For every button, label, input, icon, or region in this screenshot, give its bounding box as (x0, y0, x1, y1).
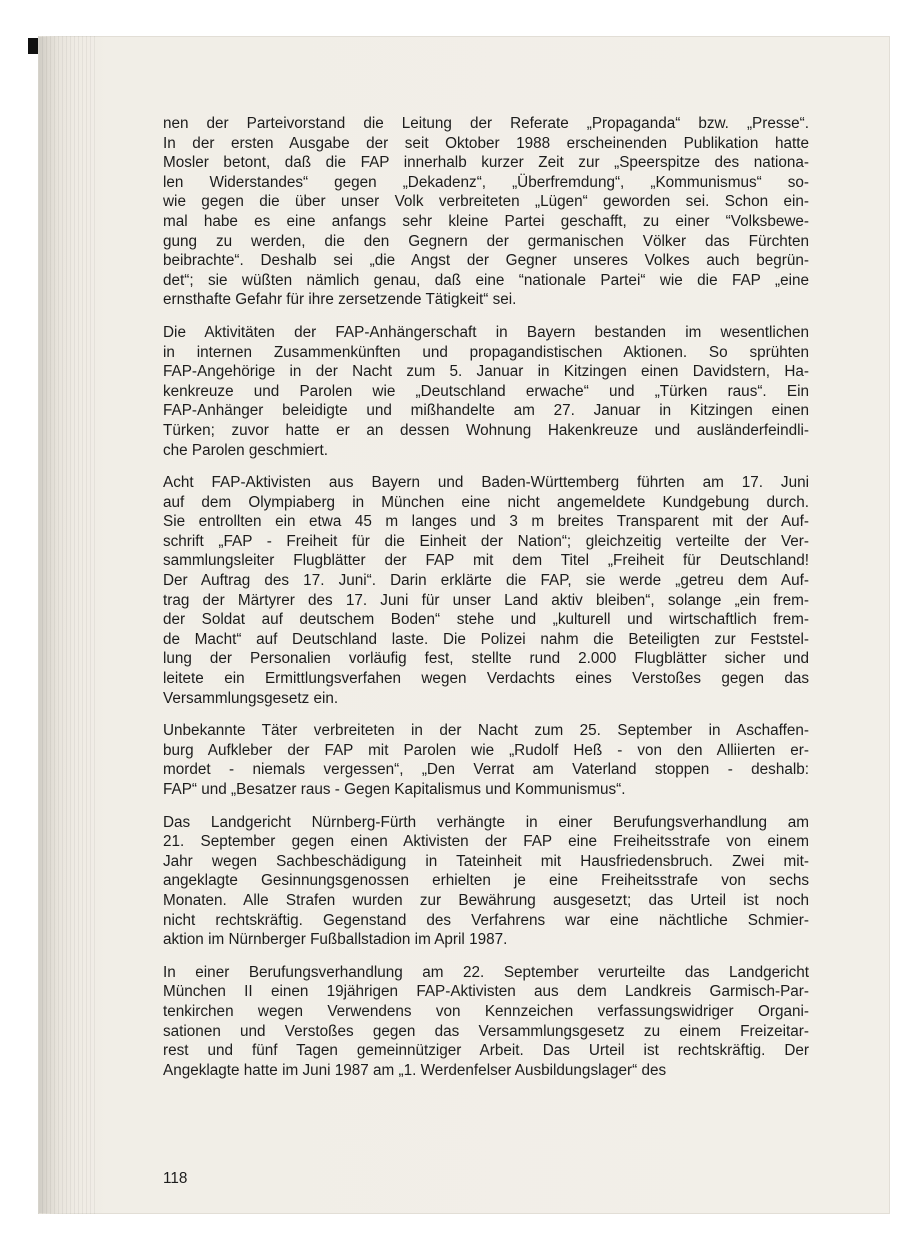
text-line: nen der Parteivorstand die Leitung der Referate „Propaganda“ bzw. „Presse“. (163, 115, 809, 132)
text-line: kenkreuze und Parolen wie „Deutschland erwache“ und „Türken raus“. Ein (163, 382, 809, 400)
text-line: Der Auftrag des 17. Juni“. Darin erklärte die FAP, sie werde „getreu dem Auf- (163, 572, 809, 590)
body-text (163, 114, 809, 1093)
text-line: sammlungsleiter Flugblätter der FAP mit dem Titel „Freiheit für Deutschland! (163, 552, 809, 570)
text-line: Die Aktivitäten der FAP-Anhängerschaft in Bayern bestanden im wesentlichen (163, 323, 809, 341)
paragraph (163, 813, 809, 950)
text-line: tenkirchen wegen Verwendens von Kennzeichen verfassungswidriger Organi- (163, 1002, 809, 1020)
paragraph (163, 323, 809, 460)
text-line: Monaten. Alle Strafen wurden zur Bewährung ausgesetzt; das Urteil ist noch (163, 891, 809, 909)
text-line: Versammlungsgesetz ein. (163, 689, 339, 707)
text-line: auf dem Olympiaberg in München eine nicht angemeldete Kundgebung durch. (163, 493, 809, 511)
text-line: che Parolen geschmiert. (163, 441, 328, 459)
text-line: aktion im Nürnberger Fußballstadion im April 1987. (163, 931, 508, 949)
text-line: FAP-Anhänger beleidigte und mißhandelte am 27. Januar in Kitzingen einen (163, 402, 809, 420)
paragraph (163, 963, 809, 1081)
text-line: trag der Märtyrer des 17. Juni für unser Land aktiv bleiben“, solange „ein frem- (163, 591, 809, 609)
text-line: det“; sie wüßten nämlich genau, daß eine “nationale Partei“ wie die FAP „eine (163, 271, 809, 289)
page-number: 118 (163, 1170, 188, 1187)
text-line: Acht FAP-Aktivisten aus Bayern und Baden-Württemberg führten am 17. Juni (163, 474, 809, 492)
text-line: FAP“ und „Besatzer raus - Gegen Kapitalismus und Kommunismus“. (163, 781, 626, 798)
text-line: Das Landgericht Nürnberg-Fürth verhängte in einer Berufungsverhandlung am (163, 813, 809, 831)
text-line: schrift „FAP - Freiheit für die Einheit der Nation“; gleichzeitig verteilte der Ver- (163, 532, 809, 550)
text-line: angeklagte Gesinnungsgenossen erhielten je eine Freiheitsstrafe von sechs (163, 872, 809, 890)
text-line: 21. September gegen einen Aktivisten der FAP eine Freiheitsstrafe von einem (163, 833, 809, 851)
text-line: nicht rechtskräftig. Gegenstand des Verfahrens war eine nächtliche Schmier- (163, 911, 809, 929)
text-line: len Widerstandes“ gegen „Dekadenz“, „Überfremdung“, „Kommunismus“ so- (163, 173, 809, 191)
text-line: gung zu werden, die den Gegnern der germanischen Völker das Fürchten (163, 232, 809, 250)
paragraph (163, 114, 809, 310)
text-line: Sie entrollten ein etwa 45 m langes und 3 m breites Transparent mit der Auf- (163, 513, 809, 531)
text-line: lung der Personalien vorläufig fest, stellte rund 2.000 Flugblätter sicher und (163, 650, 809, 668)
text-line: in internen Zusammenkünften und propagandistischen Aktionen. So sprühten (163, 343, 809, 361)
text-line: de Macht“ auf Deutschland laste. Die Polizei nahm die Beteiligten zur Feststel- (163, 630, 809, 648)
text-line: burg Aufkleber der FAP mit Parolen wie „Rudolf Heß - von den Alliierten er- (163, 741, 809, 759)
paragraph (163, 721, 809, 799)
text-line: ernsthafte Gefahr für ihre zersetzende Tätigkeit“ sei. (163, 291, 517, 309)
text-line: sationen und Verstoßes gegen das Versammlungsgesetz zu einem Freizeitar- (163, 1022, 809, 1040)
text-line: rest und fünf Tagen gemeinnütziger Arbeit. Das Urteil ist rechtskräftig. Der (163, 1042, 809, 1060)
text-line: der Soldat auf deutschem Boden“ stehe und „kulturell und wirtschaftlich frem- (163, 611, 809, 629)
text-line: Unbekannte Täter verbreiteten in der Nacht zum 25. September in Aschaffen- (163, 722, 809, 740)
text-line: FAP-Angehörige in der Nacht zum 5. Januar in Kitzingen einen Davidstern, Ha- (163, 363, 809, 381)
text-line: mal habe es eine anfangs sehr kleine Partei geschafft, zu einer “Volksbewe- (163, 212, 809, 230)
text-line: Angeklagte hatte im Juni 1987 am „1. Werdenfelser Ausbildungslager“ des (163, 1061, 667, 1079)
text-line: beibrachte“. Deshalb sei „die Angst der Gegner unseres Volkes auch begrün- (163, 252, 809, 270)
text-line: München II einen 19jährigen FAP-Aktivisten aus dem Landkreis Garmisch-Par- (163, 983, 809, 1001)
paragraph (163, 473, 809, 708)
text-line: In einer Berufungsverhandlung am 22. September verurteilte das Landgericht (163, 963, 809, 981)
text-line: leitete ein Ermittlungsverfahen wegen Verdachts eines Verstoßes gegen das (163, 670, 809, 688)
text-line: Türken; zuvor hatte er an dessen Wohnung Hakenkreuze und ausländerfeindli- (163, 421, 809, 439)
text-line: In der ersten Ausgabe der seit Oktober 1988 erscheinenden Publikation hatte (163, 134, 809, 152)
text-line: wie gegen die über unser Volk verbreiteten „Lügen“ geworden sei. Schon ein- (163, 193, 809, 211)
scan-edge-mark (28, 38, 38, 54)
text-line: mordet - niemals vergessen“, „Den Verrat am Vaterland stoppen - deshalb: (163, 761, 809, 779)
text-line: Jahr wegen Sachbeschädigung in Tateinheit mit Hausfriedensbruch. Zwei mit- (163, 852, 809, 870)
text-line: Mosler betont, daß die FAP innerhalb kurzer Zeit zur „Speerspitze des nationa- (163, 154, 809, 172)
